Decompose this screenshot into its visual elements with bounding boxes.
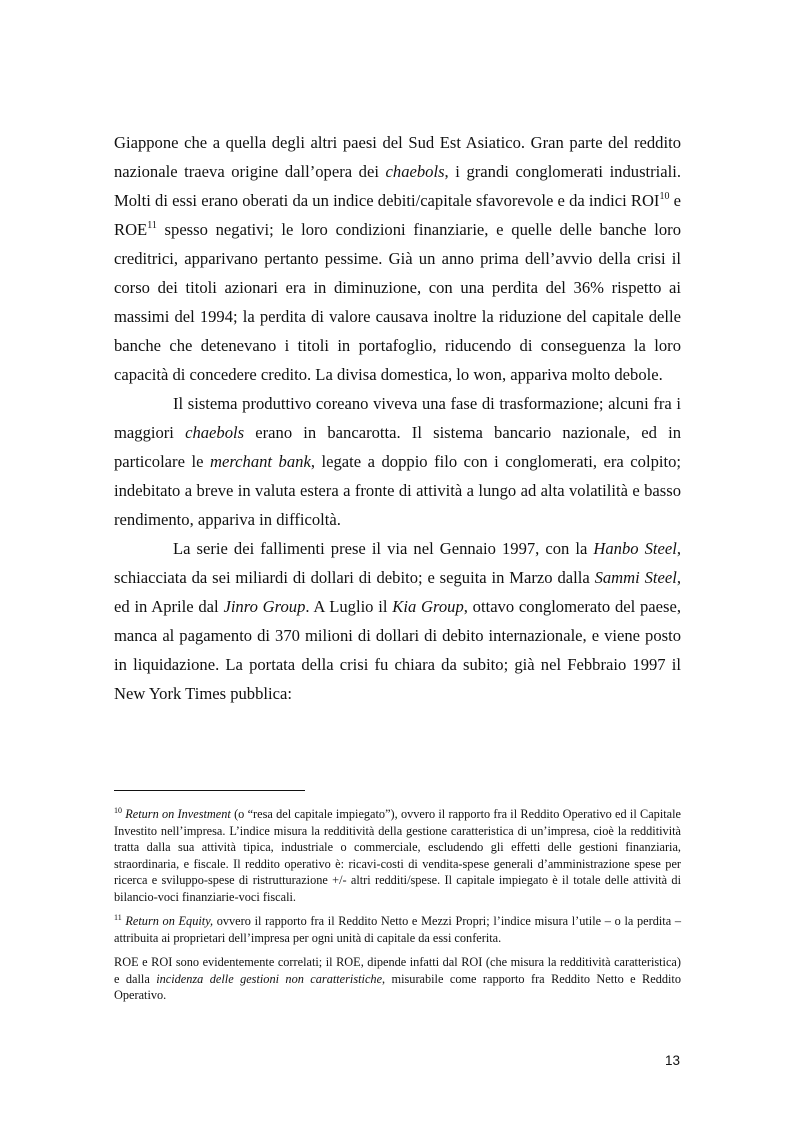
text-run: , legate a doppio filo con i conglomerati, era colpito; indebitato a breve in valuta estera a fronte di attività a lungo ad alta volatilità e basso rendimento, appariva in difficoltà.: [114, 452, 681, 529]
italic-term: chaebols: [385, 162, 445, 181]
text-run: La serie dei fallimenti prese il via nel Gennaio 1997, con la: [173, 539, 594, 558]
italic-term: incidenza delle gestioni non caratteristiche: [156, 971, 383, 986]
text-run: Il sistema produttivo coreano viveva una fase di trasformazione; alcuni fra i maggiori: [114, 394, 681, 442]
italic-term: Return on Investment: [125, 807, 231, 821]
paragraph-1: [114, 128, 681, 389]
italic-term: Jinro Group: [223, 597, 306, 616]
text-run: , i grandi conglomerati industriali. Molti di essi erano oberati da un indice debiti/capitale sfavorevole e da indici ROI: [114, 162, 682, 210]
italic-term: merchant bank: [209, 452, 311, 471]
italic-term: chaebols: [185, 423, 245, 442]
footnotes: [114, 806, 681, 1004]
footnote-continuation: [114, 954, 681, 1004]
footnote-separator: [114, 790, 305, 791]
text-run: spesso negativi; le loro condizioni finanziarie, e quelle delle banche loro creditrici, apparivano pertanto pessime. Già un anno prima dell’avvio della crisi il corso dei titoli azionari era in diminuzione, con una perdita del 36% rispetto ai massimi del 1994; la perdita di valore causava inoltre la riduzione del capitale delle banche che detenevano i titoli in portafoglio, riducendo di conseguenza la loro capacità di concedere credito. La divisa domestica, lo won, appariva molto debole.: [114, 220, 681, 384]
text-run: ovvero il rapporto fra il Reddito Netto e Mezzi Propri; l’indice misura l’utile – o la perdita – attribuita ai proprietari dell’impresa per ogni unità di capitale da essi conferita.: [114, 914, 682, 945]
text-run: , schiacciata da sei miliardi di dollari di debito; e seguita in Marzo dalla: [114, 539, 681, 587]
italic-term: Sammi Steel: [594, 568, 677, 587]
text-run: e ROE: [114, 191, 681, 239]
text-run: Giappone che a quella degli altri paesi del Sud Est Asiatico. Gran parte del reddito nazionale traeva origine dall’opera dei: [114, 133, 681, 181]
text-run: , misurabile come rapporto fra Reddito Netto e Reddito Operativo.: [114, 971, 681, 1002]
text-run: . A Luglio il: [305, 597, 393, 616]
text-run: ROE e ROI sono evidentemente correlati; il ROE, dipende infatti dal ROI (che misura la redditività caratteristica) e dalla: [114, 955, 681, 986]
italic-term: Return on Equity,: [125, 914, 214, 928]
text-run: (o “resa del capitale impiegato”), ovvero il rapporto fra il Reddito Operativo ed il Capitale Investito nell’impresa. L’indice misura la redditività della gestione caratteristica di un’impresa, cioè la redditività tratta dalla sua attività tipica, industriale o commerciale, escludendo gli effetti delle gestioni finanziaria, straordinaria, e fiscale. Il reddito operativo è: ricavi-costi di vendita-spese generali d’amministrazione spese per ricerca e sviluppo-spese di ristrutturazione +/- altri redditi/spese. Il capitale impiegato è il totale delle attività di bilancio-voci finanziarie-voci fiscali.: [114, 807, 681, 904]
footnote-mark: 10: [114, 806, 122, 815]
italic-term: Kia Group: [392, 597, 464, 616]
footnote-ref-10[interactable]: 10: [659, 191, 670, 202]
text-run: erano in bancarotta. Il sistema bancario nazionale, ed in particolare le: [114, 423, 681, 471]
text-run: , ottavo conglomerato del paese, manca al pagamento di 370 milioni di dollari di debito internazionale, e viene posto in liquidazione. La portata della crisi fu chiara da subito; già nel Febbraio 1997 il New York Times pubblica:: [114, 597, 681, 703]
paragraph-2: [114, 389, 681, 534]
text-run: , ed in Aprile dal: [114, 568, 681, 616]
footnote-10: [114, 806, 681, 905]
footnote-11: [114, 913, 681, 946]
page-number: 13: [664, 1053, 680, 1068]
italic-term: Hanbo Steel: [593, 539, 677, 558]
main-text: [114, 128, 681, 708]
paragraph-3: [114, 534, 681, 708]
footnote-ref-11[interactable]: 11: [147, 220, 157, 231]
footnote-mark: 11: [114, 913, 122, 922]
